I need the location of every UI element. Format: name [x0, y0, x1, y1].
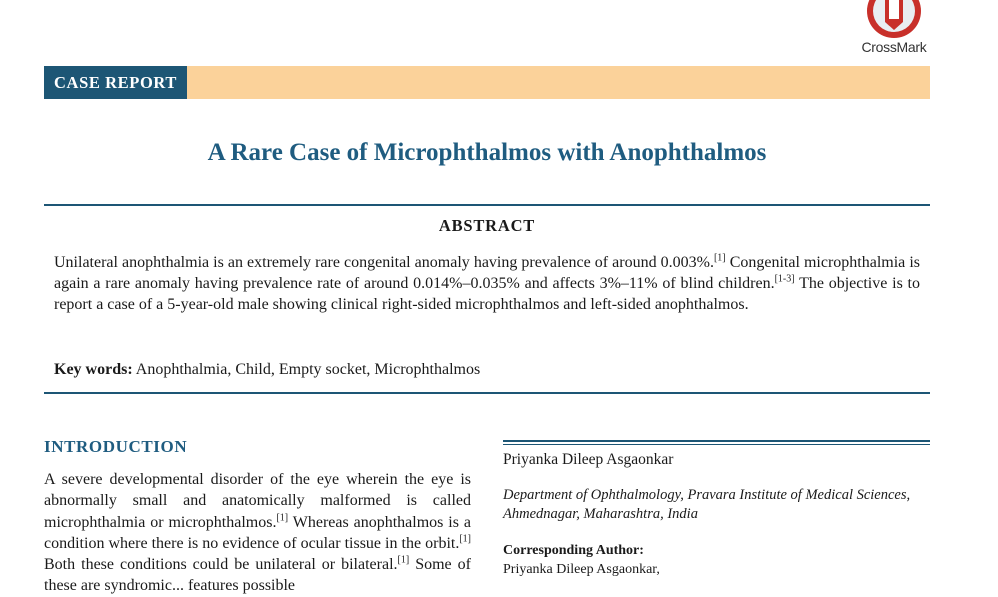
citation-ref[interactable]: [1-3] — [774, 273, 795, 285]
author-box-rule — [503, 440, 930, 445]
intro-text-part: Both these conditions could be unilateral or bilateral. — [44, 556, 398, 574]
section-label: CASE REPORT — [44, 66, 187, 99]
citation-ref[interactable]: [1] — [276, 512, 289, 524]
abstract-top-rule — [44, 204, 930, 206]
abstract-bottom-rule — [44, 392, 930, 394]
section-banner — [44, 66, 930, 99]
crossmark-label: CrossMark — [861, 39, 927, 55]
keywords-label: Key words: — [54, 361, 133, 378]
crossmark-icon — [863, 0, 925, 42]
intro-text-part: Whereas anophthalmos is a condition where there is no evidence of ocular tissue in the orbit. — [44, 513, 471, 552]
introduction-text — [44, 469, 471, 597]
abstract-text — [54, 252, 920, 315]
corresponding-author-label: Corresponding Author: — [503, 543, 644, 558]
citation-ref[interactable]: [1] — [459, 533, 471, 545]
keywords — [54, 361, 480, 379]
article-title: A Rare Case of Microphthalmos with Anophthalmos — [207, 139, 767, 166]
corresponding-author-name: Priyanka Dileep Asgaonkar, — [503, 562, 660, 577]
abstract-text-part: Unilateral anophthalmia is an extremely rare congenital anomaly having prevalence of around 0.003%. — [54, 254, 714, 271]
citation-ref[interactable]: [1] — [713, 252, 726, 264]
keywords-list: Anophthalmia, Child, Empty socket, Microphthalmos — [132, 361, 481, 378]
abstract-text-part: The objective is to report a case of a 5-year-old male showing clinical right-sided microphthalmos and left-sided anophthalmos. — [54, 275, 921, 313]
author-name: Priyanka Dileep Asgaonkar — [503, 451, 674, 468]
intro-text-part: Some of these are syndromic... features possible — [44, 556, 471, 595]
abstract-text-part: Congenital microphthalmia is again a rare anomaly having prevalence rate of around 0.014%–0.035% and affects 3%–11% of blind children. — [54, 254, 920, 292]
author-affiliation: Department of Ophthalmology, Pravara Institute of Medical Sciences, Ahmednagar, Maharashtra, India — [503, 487, 911, 522]
intro-text-part: A severe developmental disorder of the eye wherein the eye is abnormally small and anatomically malformed is called microphthalmia or microphthalmos. — [44, 471, 471, 531]
abstract-heading: ABSTRACT — [438, 216, 536, 235]
citation-ref[interactable]: [1] — [397, 554, 410, 566]
crossmark-logo[interactable] — [858, 0, 930, 58]
introduction-heading: INTRODUCTION — [44, 437, 188, 456]
